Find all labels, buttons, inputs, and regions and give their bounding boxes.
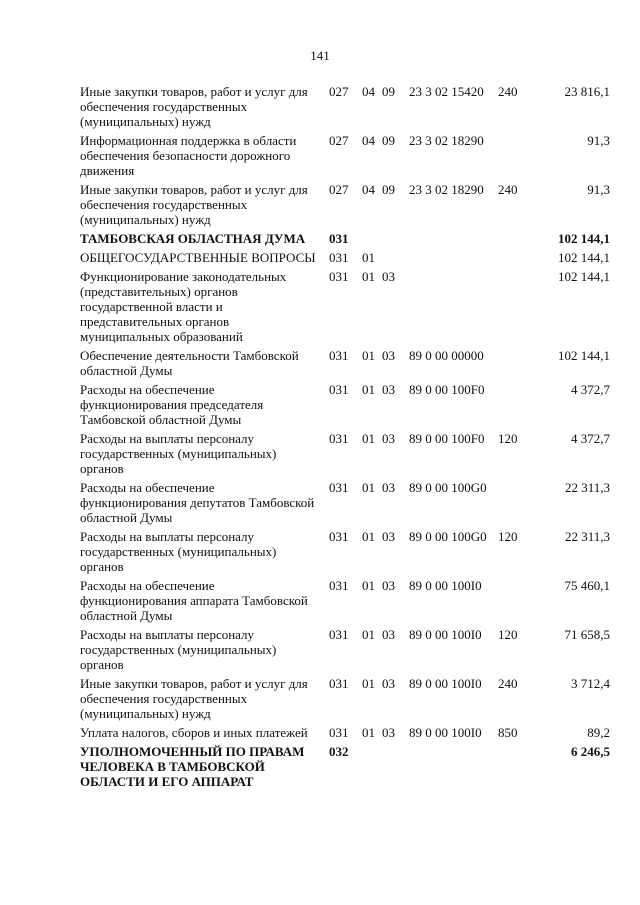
department-code: 031 xyxy=(329,676,349,691)
department-code: 031 xyxy=(329,578,349,593)
section-code: 01 xyxy=(362,578,375,593)
row-name: Расходы на обеспечение функционирования депутатов Тамбовской областной Думы xyxy=(80,480,315,525)
section-code: 01 xyxy=(362,382,375,397)
department-code: 027 xyxy=(329,182,349,197)
department-code: 027 xyxy=(329,133,349,148)
amount: 91,3 xyxy=(587,182,610,197)
subsection-code: 03 xyxy=(382,269,395,284)
amount: 75 460,1 xyxy=(564,578,610,593)
expense-type-code: 240 xyxy=(498,676,518,691)
table-row xyxy=(80,627,610,672)
table-row xyxy=(80,529,610,574)
expense-type-code: 120 xyxy=(498,529,518,544)
expense-type-code: 240 xyxy=(498,182,518,197)
amount: 89,2 xyxy=(587,725,610,740)
target-article-code: 23 3 02 18290 xyxy=(409,182,484,197)
subsection-code: 03 xyxy=(382,382,395,397)
amount: 6 246,5 xyxy=(571,744,610,759)
amount: 102 144,1 xyxy=(558,231,610,246)
section-code: 01 xyxy=(362,676,375,691)
row-name: Расходы на выплаты персоналу государственных (муниципальных) органов xyxy=(80,529,277,574)
section-code: 01 xyxy=(362,529,375,544)
department-code: 027 xyxy=(329,84,349,99)
amount: 4 372,7 xyxy=(571,382,610,397)
row-name: Расходы на выплаты персоналу государственных (муниципальных) органов xyxy=(80,627,277,672)
amount: 102 144,1 xyxy=(558,348,610,363)
section-code: 01 xyxy=(362,480,375,495)
department-code: 031 xyxy=(329,269,349,284)
department-total-row xyxy=(80,744,610,789)
target-article-code: 89 0 00 100G0 xyxy=(409,529,487,544)
subsection-code: 09 xyxy=(382,182,395,197)
target-article-code: 89 0 00 100G0 xyxy=(409,480,487,495)
subsection-code: 03 xyxy=(382,431,395,446)
row-name: ТАМБОВСКАЯ ОБЛАСТНАЯ ДУМА xyxy=(80,231,306,246)
amount: 102 144,1 xyxy=(558,250,610,265)
row-name: Уплата налогов, сборов и иных платежей xyxy=(80,725,308,740)
department-code: 031 xyxy=(329,725,349,740)
subsection-code: 03 xyxy=(382,480,395,495)
section-code: 01 xyxy=(362,627,375,642)
section-code: 04 xyxy=(362,84,375,99)
row-name: Обеспечение деятельности Тамбовской областной Думы xyxy=(80,348,299,378)
expense-type-code: 850 xyxy=(498,725,518,740)
amount: 3 712,4 xyxy=(571,676,610,691)
subsection-code: 03 xyxy=(382,676,395,691)
amount: 22 311,3 xyxy=(564,480,610,495)
table-row xyxy=(80,480,610,525)
row-name: Иные закупки товаров, работ и услуг для обеспечения государственных (муниципальных) нужд xyxy=(80,182,308,227)
amount: 102 144,1 xyxy=(558,269,610,284)
section-code: 01 xyxy=(362,725,375,740)
section-code: 01 xyxy=(362,431,375,446)
subsection-code: 09 xyxy=(382,84,395,99)
subsection-code: 03 xyxy=(382,627,395,642)
subsection-code: 09 xyxy=(382,133,395,148)
department-code: 031 xyxy=(329,431,349,446)
amount: 22 311,3 xyxy=(564,529,610,544)
expense-type-code: 120 xyxy=(498,627,518,642)
table-row xyxy=(80,382,610,427)
table-row xyxy=(80,133,610,178)
row-name: УПОЛНОМОЧЕННЫЙ ПО ПРАВАМ ЧЕЛОВЕКА В ТАМБОВСКОЙ ОБЛАСТИ И ЕГО АППАРАТ xyxy=(80,744,305,789)
amount: 91,3 xyxy=(587,133,610,148)
department-code: 031 xyxy=(329,382,349,397)
subsection-code: 03 xyxy=(382,529,395,544)
row-name: Иные закупки товаров, работ и услуг для обеспечения государственных (муниципальных) нужд xyxy=(80,84,308,129)
target-article-code: 89 0 00 00000 xyxy=(409,348,484,363)
row-name: ОБЩЕГОСУДАРСТВЕННЫЕ ВОПРОСЫ xyxy=(80,250,316,265)
table-row xyxy=(80,676,610,721)
target-article-code: 89 0 00 100F0 xyxy=(409,382,485,397)
target-article-code: 23 3 02 15420 xyxy=(409,84,484,99)
table-row xyxy=(80,250,610,265)
subsection-code: 03 xyxy=(382,725,395,740)
department-code: 031 xyxy=(329,480,349,495)
target-article-code: 89 0 00 100I0 xyxy=(409,578,482,593)
table-row xyxy=(80,84,610,129)
subsection-code: 03 xyxy=(382,348,395,363)
target-article-code: 89 0 00 100I0 xyxy=(409,627,482,642)
expense-type-code: 240 xyxy=(498,84,518,99)
amount: 23 816,1 xyxy=(564,84,610,99)
table-row xyxy=(80,182,610,227)
row-name: Функционирование законодательных (представительных) органов государственной власти и представительных органов муниципальных образований xyxy=(80,269,287,344)
department-code: 031 xyxy=(329,627,349,642)
section-code: 01 xyxy=(362,348,375,363)
subsection-code: 03 xyxy=(382,578,395,593)
table-row xyxy=(80,348,610,378)
row-name: Расходы на обеспечение функционирования аппарата Тамбовской областной Думы xyxy=(80,578,308,623)
row-name: Расходы на выплаты персоналу государственных (муниципальных) органов xyxy=(80,431,277,476)
table-row xyxy=(80,725,610,740)
target-article-code: 89 0 00 100I0 xyxy=(409,725,482,740)
page-number: 141 xyxy=(310,48,330,63)
section-code: 01 xyxy=(362,269,375,284)
amount: 4 372,7 xyxy=(571,431,610,446)
department-code: 031 xyxy=(329,250,349,265)
target-article-code: 89 0 00 100F0 xyxy=(409,431,485,446)
expense-type-code: 120 xyxy=(498,431,518,446)
section-code: 04 xyxy=(362,133,375,148)
row-name: Иные закупки товаров, работ и услуг для обеспечения государственных (муниципальных) нужд xyxy=(80,676,308,721)
department-total-row xyxy=(80,231,610,246)
table-row xyxy=(80,269,610,344)
target-article-code: 23 3 02 18290 xyxy=(409,133,484,148)
department-code: 031 xyxy=(329,348,349,363)
row-name: Расходы на обеспечение функционирования председателя Тамбовской областной Думы xyxy=(80,382,264,427)
section-code: 01 xyxy=(362,250,375,265)
department-code: 031 xyxy=(329,231,349,246)
budget-table xyxy=(80,84,610,793)
table-row xyxy=(80,578,610,623)
row-name: Информационная поддержка в области обеспечения безопасности дорожного движения xyxy=(80,133,297,178)
department-code: 032 xyxy=(329,744,349,759)
amount: 71 658,5 xyxy=(564,627,610,642)
table-row xyxy=(80,431,610,476)
department-code: 031 xyxy=(329,529,349,544)
target-article-code: 89 0 00 100I0 xyxy=(409,676,482,691)
section-code: 04 xyxy=(362,182,375,197)
